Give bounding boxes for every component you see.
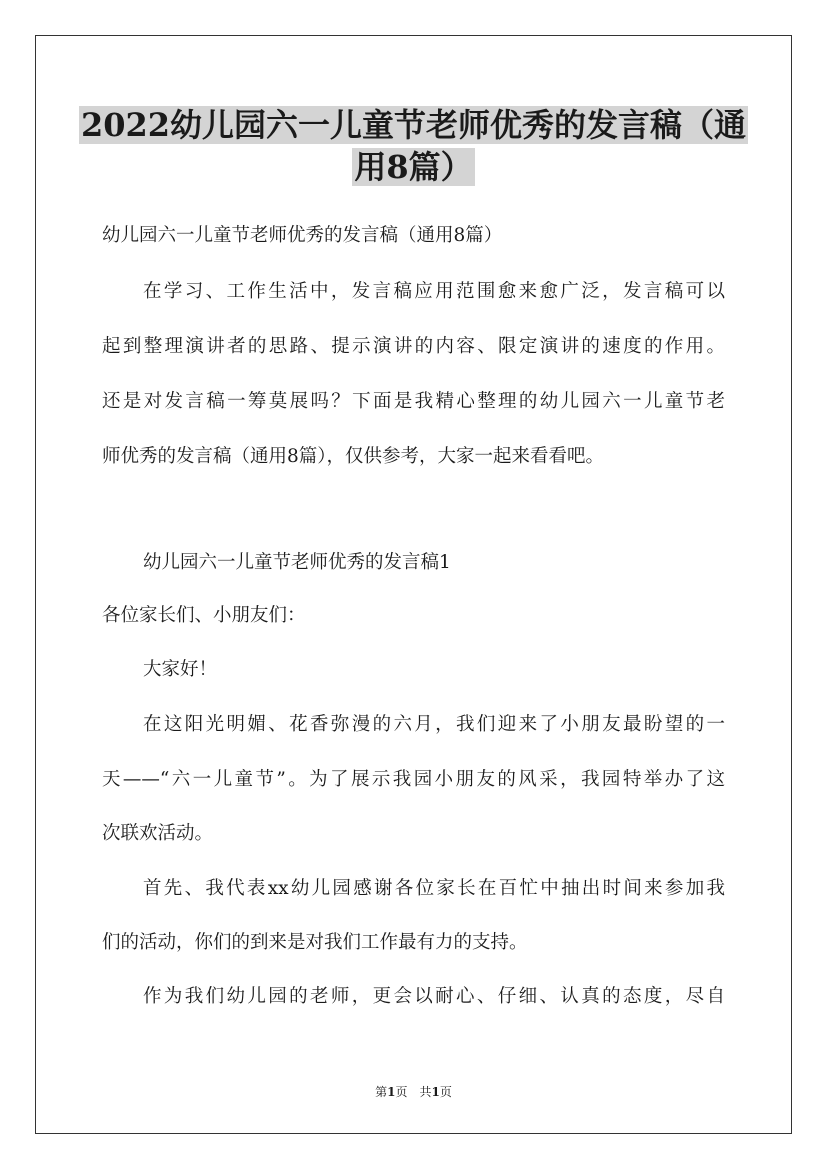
- title-line-1: 2022幼儿园六一儿童节老师优秀的发言稿（通: [80, 106, 747, 144]
- paragraph-line: 在这阳光明媚、花香弥漫的六月，我们迎来了小朋友最盼望的一: [143, 714, 725, 735]
- subtitle-line: 幼儿园六一儿童节老师优秀的发言稿（通用8篇）: [102, 225, 503, 246]
- footer-middle: 页 共: [395, 1085, 432, 1099]
- paragraph-line: 在学习、工作生活中，发言稿应用范围愈来愈广泛，发言稿可以: [143, 281, 725, 302]
- page-footer: [0, 1084, 827, 1100]
- footer-page-total: 1: [431, 1085, 440, 1099]
- greeting-line: 大家好！: [143, 659, 218, 680]
- paragraph-line: 起到整理演讲者的思路、提示演讲的内容、限定演讲的速度的作用。: [102, 336, 725, 357]
- footer-page-number: 1: [387, 1085, 396, 1099]
- paragraph-line: 次联欢活动。: [102, 823, 214, 844]
- footer-suffix: 页: [439, 1085, 452, 1099]
- document-title-continued: [60, 140, 767, 194]
- paragraph-line: 天——“六一儿童节”。为了展示我园小朋友的风采，我园特举办了这: [102, 769, 725, 790]
- salutation-line: 各位家长们、小朋友们：: [102, 605, 306, 626]
- page-border: [35, 35, 792, 1134]
- paragraph-line: 作为我们幼儿园的老师，更会以耐心、仔细、认真的态度，尽自: [143, 986, 725, 1007]
- paragraph-line: 首先、我代表xx幼儿园感谢各位家长在百忙中抽出时间来参加我: [143, 878, 725, 899]
- paragraph-line: 们的活动，你们的到来是对我们工作最有力的支持。: [102, 932, 528, 953]
- footer-prefix: 第: [375, 1085, 388, 1099]
- paragraph-line: 师优秀的发言稿（通用8篇），仅供参考，大家一起来看看吧。: [102, 446, 605, 467]
- paragraph-line: 还是对发言稿一筹莫展吗？下面是我精心整理的幼儿园六一儿童节老: [102, 391, 725, 412]
- title-line-2: 用8篇）: [354, 148, 473, 186]
- section-heading: 幼儿园六一儿童节老师优秀的发言稿1: [143, 552, 451, 573]
